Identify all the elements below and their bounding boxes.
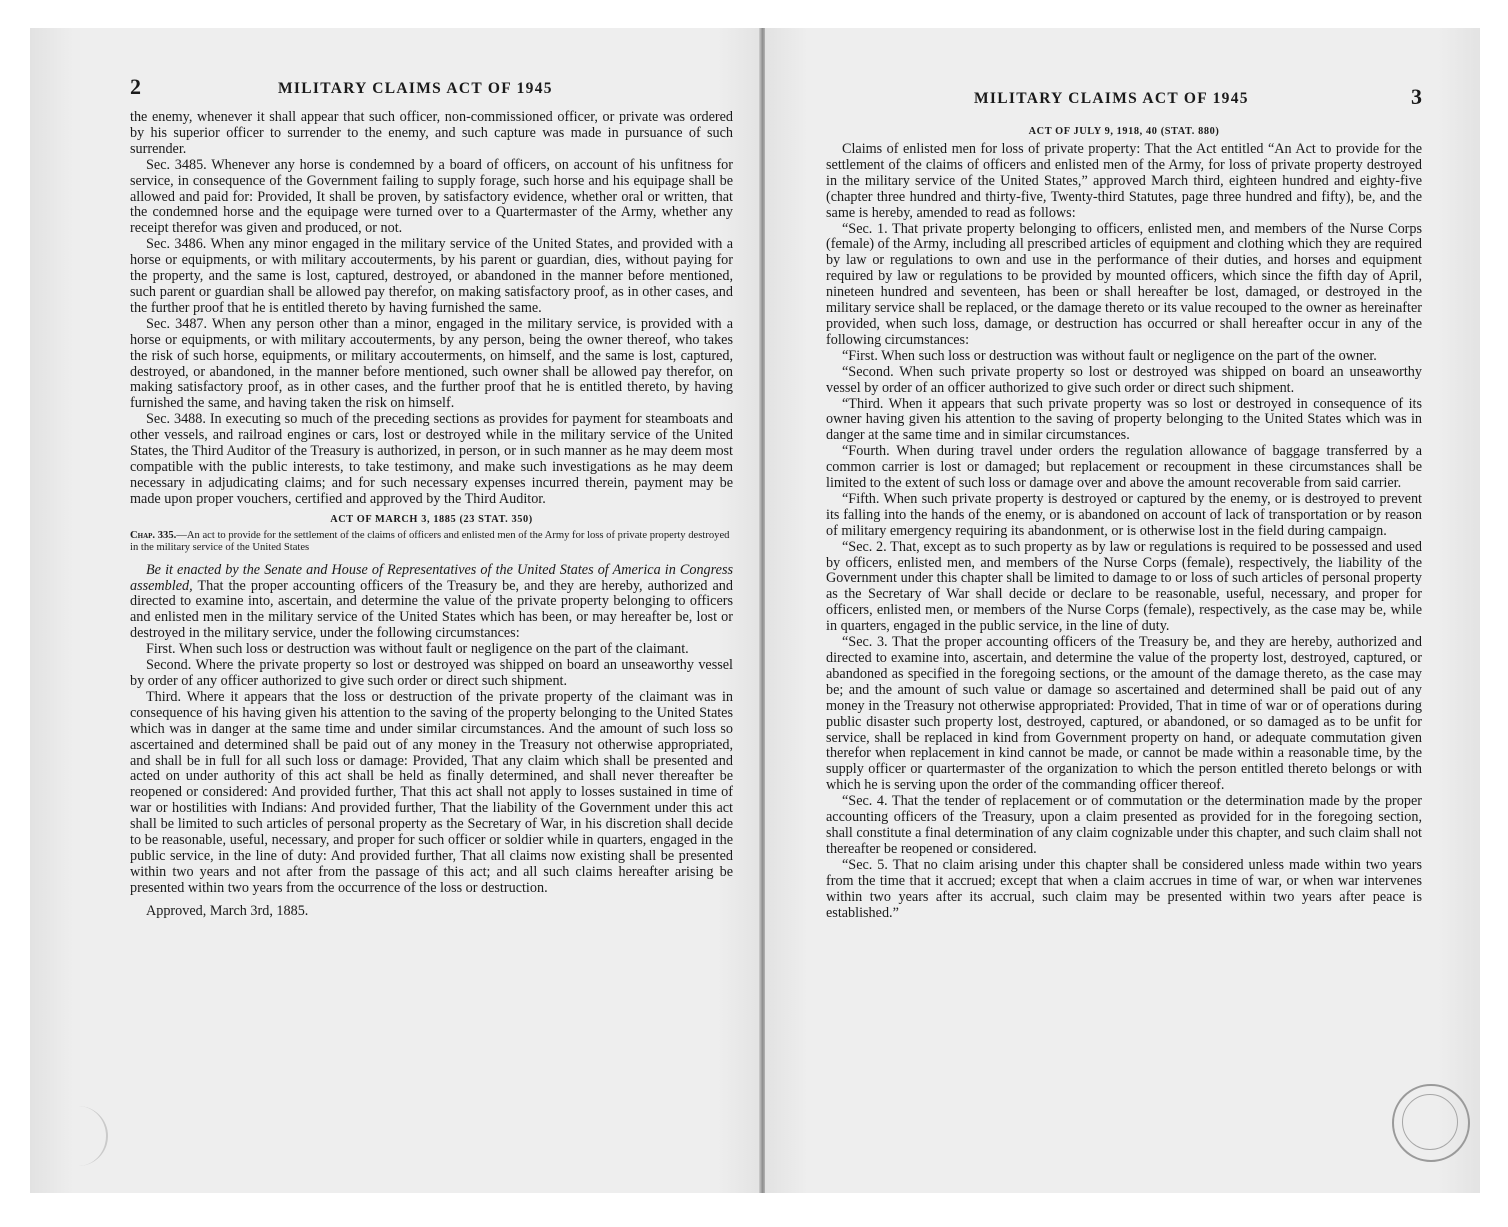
running-title: MILITARY CLAIMS ACT OF 1945 [278,80,553,97]
page-number: 2 [130,74,141,99]
paragraph-text: That the proper accounting officers of the Treasury be, and they are hereby, authorized and directed to examine into, ascertain, and determine the value of the private property belonging to officers and enlisted men in the military service of the United States which has been, or may hereafter be, lost or destroyed in the military service, under the following circumstances: [130,577,733,642]
paragraph: the enemy, whenever it shall appear that such officer, non-commissioned officer, or private was ordered by his superior officer to surrender to the enemy, and such capture was made in pursuance of such surrender. [130,109,733,157]
chapter-caption [130,530,733,554]
paragraph: “Fifth. When such private property is destroyed or captured by the enemy, or is destroyed to prevent its falling into the hands of the enemy, or is abandoned on account of lack of transportation or by reason of military emergency requiring its abandonment, or is otherwise lost in the field during campaign. [826,490,1422,539]
paragraph: “Second. When such private property so lost or destroyed was shipped on board an unseaworthy vessel by order of an officer authorized to give such order or direct such shipment. [826,363,1422,396]
paragraph: Third. Where it appears that the loss or destruction of the private property of the claimant was in consequence of his having given his attention to the saving of the property belonging to the United States which was in danger at the same time and under similar circumstances. And the amount of such loss so ascertained and determined shall be paid out of any money in the Treasury not otherwise appropriated, and shall be in full for all such loss or damage: Provided, That any claim which shall be presented and acted on under authority of this act shall be held as finally determined, and shall never thereafter be reopened or considered: And provided further, That this act shall not apply to losses sustained in time of war or hostilities with Indians: And provided further, That the liability of the Government under this act shall be limited to such articles of personal property as the Secretary of War, in his discretion shall decide to be reasonable, useful, necessary, and proper for such officer or soldier while in quarters, engaged in the public service, in the line of duty: And provided further, That all claims now existing shall be presented within two years and not after from the passage of this act; and all such claims hereafter arising be presented within two years from the occurrence of the loss or destruction. [130,688,733,896]
chapter-number: Chap. 335. [130,529,177,541]
act-heading: ACT OF JULY 9, 1918, 40 (STAT. 880) [1028,126,1220,137]
right-page [765,28,1480,1193]
library-stamp-ring [1402,1094,1458,1150]
right-page-content [826,84,1422,921]
paragraph: Sec. 3487. When any person other than a minor, engaged in the military service, is provided with a horse or equipments, or with military accouterments, by any person, being the owner thereof, who takes the risk of such horse, equipments, or military accouterments, on himself, and the same is lost, captured, destroyed, or abandoned, in the manner before mentioned, such owner shall be allowed pay therefor, on making satisfactory proof, as in other cases, and the further proof that he is entitled thereto, by having furnished the same, and having taken the risk on himself. [130,315,733,412]
paragraph: “Sec. 4. That the tender of replacement or of commutation or the determination made by the proper accounting officers of the Treasury, upon a claim presented as provided for in the foregoing section, shall constitute a final determination of any claim cognizable under this chapter, and such claim shall not thereafter be reopened or considered. [826,793,1422,857]
act-heading: ACT OF MARCH 3, 1885 (23 STAT. 350) [330,513,533,525]
page-number: 3 [1411,84,1422,109]
paragraph: First. When such loss or destruction was without fault or negligence on the part of the claimant. [146,641,689,658]
paragraph: Second. Where the private property so lost or destroyed was shipped on board an unseaworthy vessel by order of any officer authorized to give such order or direct such shipment. [130,657,733,689]
library-stamp [1392,1084,1470,1162]
paragraph: “Sec. 5. That no claim arising under this chapter shall be considered unless made within two years from the time that it accrued; except that when a claim accrues in time of war, or when war intervenes within two years after its accrual, such claim may be presented within two years after peace is established.” [826,856,1422,921]
paragraph: Sec. 3488. In executing so much of the preceding sections as provides for payment for steamboats and other vessels, and railroad engines or cars, lost or destroyed while in the military service of the United States, the Third Auditor of the Treasury is authorized, in person, or in such manner as he may deem most compatible with the public interests, to take testimony, and make such investigations as he may deem necessary in adjudicating claims; and for such necessary expenses incurred therein, payment may be made upon proper vouchers, certified and approved by the Third Auditor. [130,411,733,507]
enacting-paragraph [130,563,733,643]
paragraph: “Sec. 2. That, except as to such property as by law or regulations is required to be possessed and used by officers, enlisted men, and members of the Nurse Corps (female), respectively, the liability of the Government under this chapter shall be limited to damage to or loss of such articles of personal property as the Secretary of War shall decide or declare to be reasonable, useful, necessary, and proper for officers, enlisted men, or members of the Nurse Corps (female), respectively, as the case may be, while in quarters, engaged in the public service, in the line of duty. [826,538,1422,635]
left-page [30,28,761,1193]
paragraph: “First. When such loss or destruction was without fault or negligence on the part of the owner. [842,347,1377,364]
enacting-clause: Be it enacted by the Senate and House of Representatives of the United States of America in Congress assembled, [130,561,733,594]
running-title: MILITARY CLAIMS ACT OF 1945 [974,90,1249,107]
paragraph: “Sec. 3. That the proper accounting officers of the Treasury be, and they are hereby, authorized and directed to examine into, ascertain, and determine the value of the property lost, destroyed, captured, or abandoned as specified in the foregoing sections, or the amount of the damage thereto, as the case may be; and the amount of such value or damage so ascertained and determined shall be paid out of any money in the Treasury not otherwise appropriated: Provided, That in time of war or of operations during public disaster such property lost, destroyed, captured, or abandoned, or so damaged as to be unfit for service, shall be replaced in kind from Government property on hand, or adequate commutation given therefor when replacement in kind cannot be made, or cannot be made within a reasonable time, by the supply officer or quartermaster of the organization to which the person entitled thereto belongs or with which he is serving upon the order of the commanding officer thereof. [826,634,1422,794]
scanned-spread [30,28,1480,1193]
approval-line: Approved, March 3rd, 1885. [146,902,309,919]
left-running-head [130,74,733,110]
paragraph: Claims of enlisted men for loss of private property: That the Act entitled “An Act to provide for the settlement of the claims of officers and enlisted men of the Army, for loss of private property destroyed in the military service of the United States,” approved March third, eighteen hundred and eighty-five (chapter three hundred and thirty-five, Twenty-third Statutes, page three hundred and fifty), be, and the same is hereby, amended to read as follows: [826,141,1422,221]
right-running-head [826,84,1422,120]
paragraph: Sec. 3485. Whenever any horse is condemned by a board of officers, on account of his unfitness for service, in consequence of the Government failing to supply forage, such horse and his equipage shall be allowed and paid for: Provided, It shall be proven, by satisfactory evidence, whether oral or written, that the condemned horse and the equipage were turned over to a Quartermaster of the Army, whether any receipt therefor was given and produced, or not. [130,156,733,237]
paragraph: “Sec. 1. That private property belonging to officers, enlisted men, and members of the Nurse Corps (female) of the Army, including all prescribed articles of equipment and clothing which they are required by law or regulations to own and use in the performance of their duties, and horses and equipment required by law or regulations to be provided by mounted officers, which since the fifth day of April, nineteen hundred and seventeen, has been or shall hereafter be lost, damaged, or destroyed in the military service shall be replaced, or the damage thereto or its value recouped to the owner as hereinafter provided, when such loss, damage, or destruction has occurred or shall hereafter occur in any of the following circumstances: [826,220,1422,348]
paragraph: “Third. When it appears that such private property was so lost or destroyed in consequence of its owner having given his attention to the saving of property belonging to the United States which was in danger at the same time and in similar circumstances. [826,395,1422,444]
left-page-content [130,74,733,920]
paragraph: “Fourth. When during travel under orders the regulation allowance of baggage transferred by a common carrier is lost or damaged; but replacement or recoupment in these circumstances shall be limited to the extent of such loss or damage over and above the amount recoverable from said carrier. [826,443,1422,492]
paragraph: Sec. 3486. When any minor engaged in the military service of the United States, and provided with a horse or equipments, or with military accouterments, by his parent or guardian, dies, without paying for the property, and the same is lost, captured, destroyed, or abandoned in the manner before mentioned, such parent or guardian shall be allowed pay therefor, on making satisfactory proof, as in other cases, and the further proof that he is entitled thereto by having furnished the same. [130,236,733,316]
chapter-title: —An act to provide for the settlement of the claims of officers and enlisted men of the Army for loss of private property destroyed in the military service of the United States [130,529,730,553]
partial-stamp [60,1106,108,1166]
